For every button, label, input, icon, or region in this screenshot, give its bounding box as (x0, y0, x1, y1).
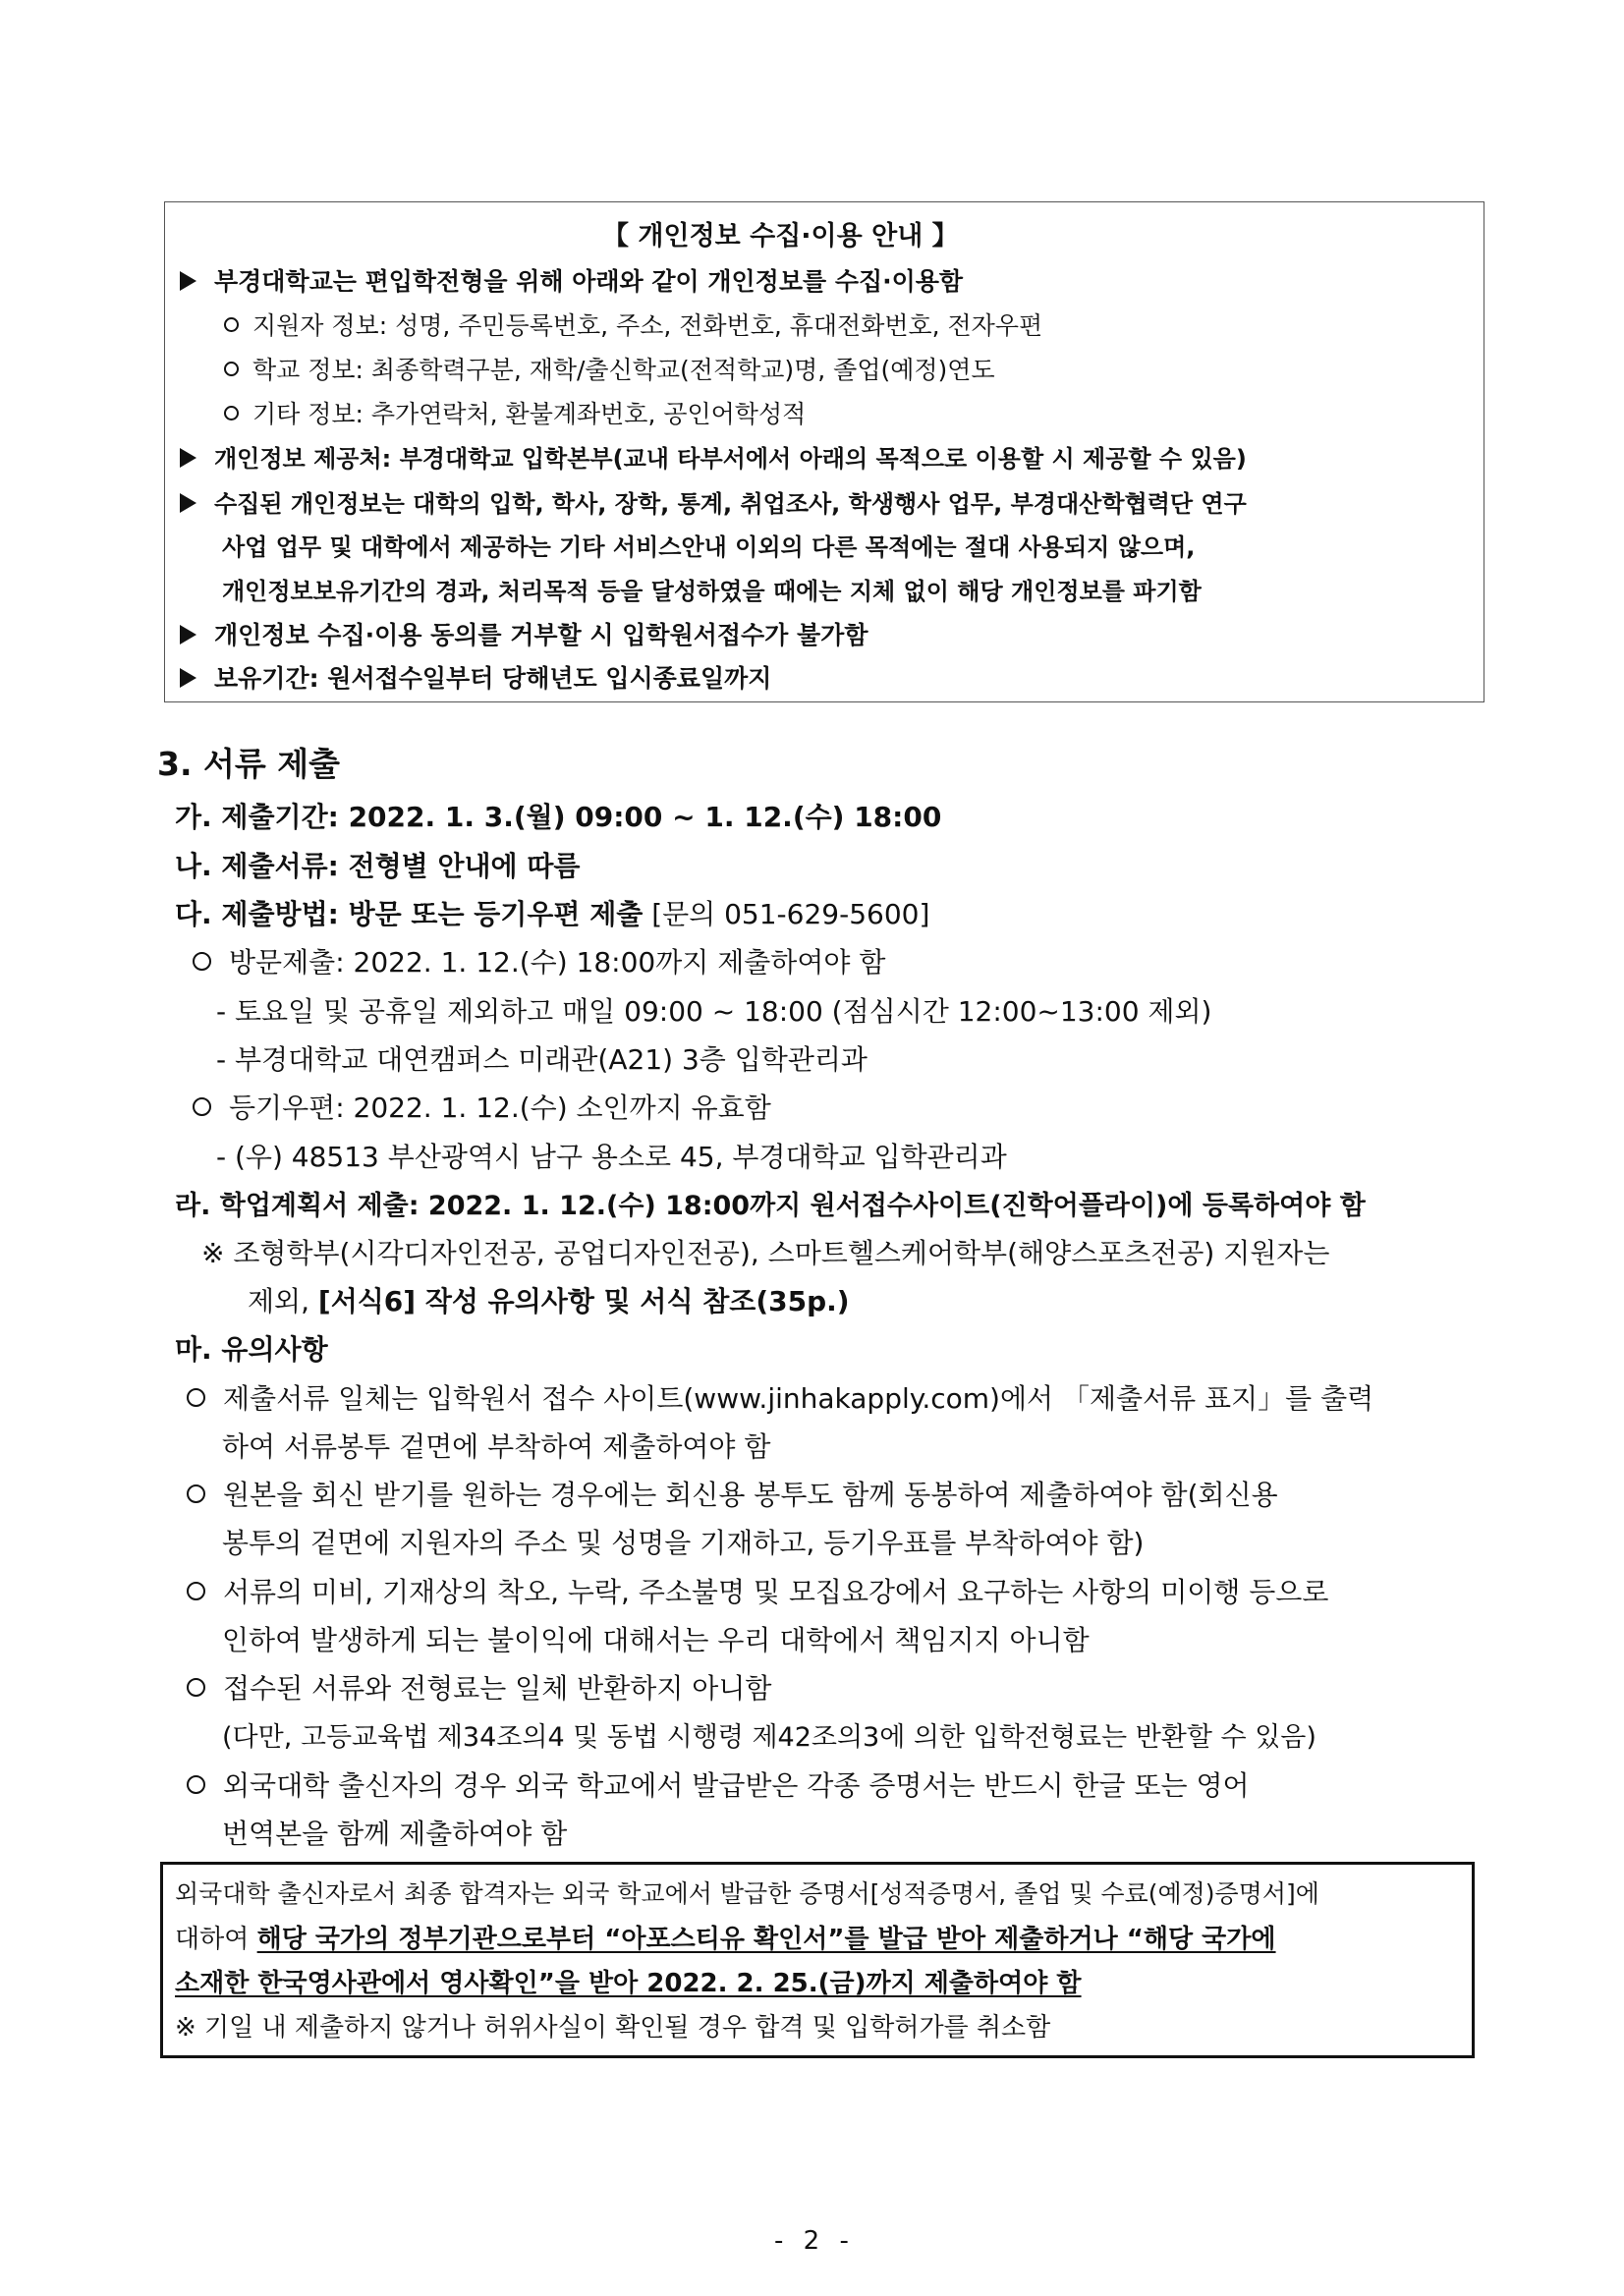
item-ga: 가. 제출기간: 2022. 1. 3.(월) 09:00 ~ 1. 12.(수) 18:00 (175, 801, 942, 833)
section-title: 3. 서류 제출 (157, 745, 340, 783)
item-da: 다. 제출방법: 방문 또는 등기우편 제출 [문의 051-629-5600] (175, 898, 930, 930)
privacy-bullet-3-line-3: 개인정보보유기간의 경과, 처리목적 등을 달성하였을 때에는 지체 없이 해당 개인정보를 파기함 (222, 578, 1202, 605)
caution-4-line-2: (다만, 고등교육법 제34조의4 및 동법 시행령 제42조의3에 의한 입학전형료는 반환할 수 있음) (222, 1722, 1316, 1753)
mail-detail-1: - (우) 48513 부산광역시 남구 용소로 45, 부경대학교 입학관리과 (216, 1141, 1007, 1173)
caution-1-line-1: 제출서류 일체는 입학원서 접수 사이트(www.jinhakapply.com)에서 「제출서류 표지」를 출력 (187, 1377, 1373, 1417)
notice-line-2: 대하여 해당 국가의 정부기관으로부터 “아포스티유 확인서”를 발급 받아 제출하거나 “해당 국가에 (175, 1925, 1276, 1954)
circle-bullet-icon (224, 406, 239, 420)
ra-note-line-2: 제외, [서식6] 작성 유의사항 및 서식 참조(35p.) (248, 1285, 850, 1317)
privacy-sub-2: 학교 정보: 최종학력구분, 재학/출신학교(전적학교)명, 졸업(예정)연도 (224, 351, 995, 386)
visit-detail-2: - 부경대학교 대연캠퍼스 미래관(A21) 3층 입학관리과 (216, 1043, 868, 1076)
privacy-bullet-3: 수집된 개인정보는 대학의 입학, 학사, 장학, 통계, 취업조사, 학생행사 업무, 부경대산학협력단 연구 (180, 484, 1247, 519)
circle-bullet-icon (193, 1097, 211, 1116)
item-ra: 라. 학업계획서 제출: 2022. 1. 12.(수) 18:00까지 원서접수사이트(진학어플라이)에 등록하여야 함 (175, 1191, 1366, 1221)
privacy-bullet-3-line-2: 사업 업무 및 대학에서 제공하는 기타 서비스안내 이외의 다른 목적에는 절대 사용되지 않으며, (222, 533, 1196, 561)
privacy-bullet-4: 개인정보 수집·이용 동의를 거부할 시 입학원서접수가 불가함 (180, 616, 868, 651)
privacy-bullet-5: 보유기간: 원서접수일부터 당해년도 입시종료일까지 (180, 659, 771, 695)
circle-bullet-icon (187, 1484, 205, 1503)
privacy-bullet-2: 개인정보 제공처: 부경대학교 입학본부(교내 타부서에서 아래의 목적으로 이용할 시 제공할 수 있음) (180, 439, 1247, 474)
privacy-sub-3: 기타 정보: 추가연락처, 환불계좌번호, 공인어학성적 (224, 395, 806, 430)
visit-submission: 방문제출: 2022. 1. 12.(수) 18:00까지 제출하여야 함 (193, 941, 885, 980)
mail-submission: 등기우편: 2022. 1. 12.(수) 소인까지 유효함 (193, 1087, 771, 1126)
circle-bullet-icon (187, 1388, 205, 1407)
circle-bullet-icon (187, 1775, 205, 1794)
caution-1-line-2: 하여 서류봉투 겉면에 부착하여 제출하여야 함 (222, 1430, 771, 1463)
caution-3-line-1: 서류의 미비, 기재상의 착오, 누락, 주소불명 및 모집요강에서 요구하는 사항의 미이행 등으로 (187, 1571, 1328, 1610)
caution-2-line-2: 봉투의 겉면에 지원자의 주소 및 성명을 기재하고, 등기우표를 부착하여야 함) (222, 1527, 1145, 1559)
circle-bullet-icon (224, 317, 239, 332)
caution-4-line-1: 접수된 서류와 전형료는 일체 반환하지 아니함 (187, 1667, 771, 1707)
visit-detail-1: - 토요일 및 공휴일 제외하고 매일 09:00 ~ 18:00 (점심시간 12:00~13:00 제외) (216, 995, 1212, 1028)
triangle-bullet-icon (180, 625, 196, 644)
notice-line-1: 외국대학 출신자로서 최종 합격자는 외국 학교에서 발급한 증명서[성적증명서, 졸업 및 수료(예정)증명서]에 (175, 1879, 1319, 1908)
circle-bullet-icon (187, 1678, 205, 1697)
ra-note-line-1: ※ 조형학부(시각디자인전공, 공업디자인전공), 스마트헬스케어학부(해양스포츠전공) 지원자는 (201, 1237, 1330, 1269)
caution-3-line-2: 인하여 발생하게 되는 불이익에 대해서는 우리 대학에서 책임지지 아니함 (222, 1624, 1090, 1656)
privacy-sub-1: 지원자 정보: 성명, 주민등록번호, 주소, 전화번호, 휴대전화번호, 전자우편 (224, 307, 1042, 342)
triangle-bullet-icon (180, 493, 196, 513)
triangle-bullet-icon (180, 668, 196, 688)
caution-5-line-1: 외국대학 출신자의 경우 외국 학교에서 발급받은 각종 증명서는 반드시 한글 또는 영어 (187, 1764, 1250, 1804)
item-na: 나. 제출서류: 전형별 안내에 따름 (175, 850, 581, 882)
notice-line-3: 소재한 한국영사관에서 영사확인”을 받아 2022. 2. 25.(금)까지 제출하여야 함 (175, 1969, 1082, 1998)
triangle-bullet-icon (180, 271, 196, 291)
page-number: - 2 - (774, 2226, 855, 2256)
circle-bullet-icon (224, 362, 239, 376)
caution-2-line-1: 원본을 회신 받기를 원하는 경우에는 회신용 봉투도 함께 동봉하여 제출하여야 함(회신용 (187, 1474, 1278, 1513)
caution-5-line-2: 번역본을 함께 제출하여야 함 (222, 1818, 568, 1850)
triangle-bullet-icon (180, 448, 196, 468)
circle-bullet-icon (187, 1582, 205, 1600)
privacy-bullet-1: 부경대학교는 편입학전형을 위해 아래와 같이 개인정보를 수집·이용함 (180, 262, 963, 298)
item-ma: 마. 유의사항 (175, 1333, 328, 1366)
circle-bullet-icon (193, 952, 211, 971)
privacy-title: 【 개인정보 수집·이용 안내 】 (602, 221, 959, 252)
notice-line-4: ※ 기일 내 제출하지 않거나 허위사실이 확인될 경우 합격 및 입학허가를 취소함 (175, 2013, 1051, 2043)
